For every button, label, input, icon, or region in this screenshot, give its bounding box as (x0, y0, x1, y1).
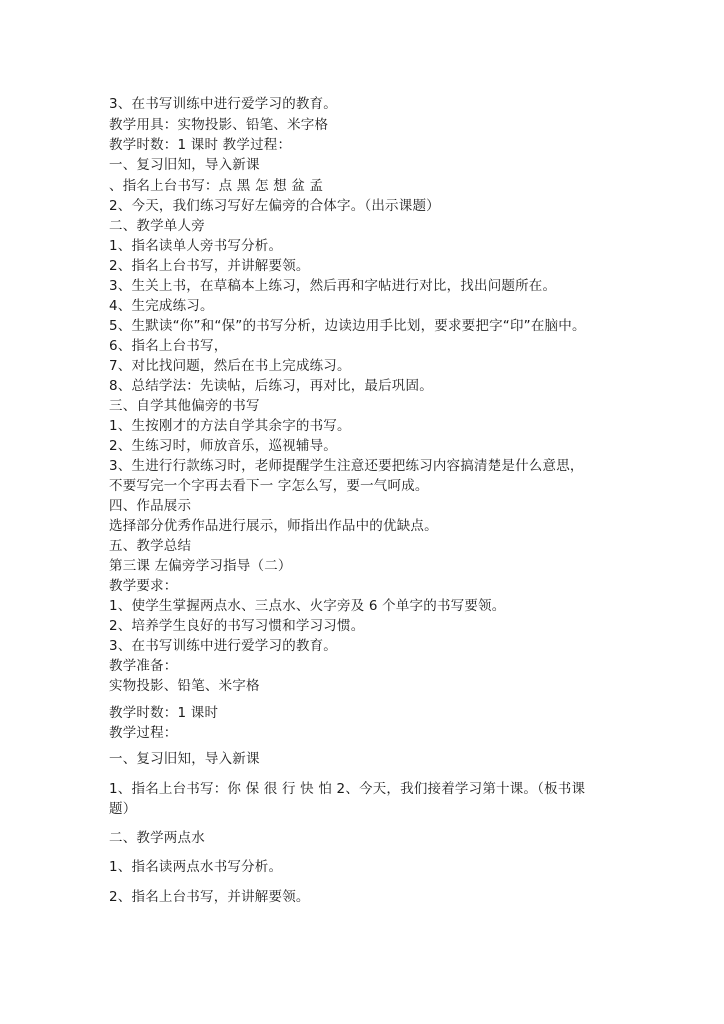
text-line: 2、生练习时，师放音乐，巡视辅导。 (109, 438, 337, 454)
text-line: 题） (109, 801, 137, 817)
section-heading: 一、复习旧知，导入新课 (109, 157, 260, 173)
text-line: 不要写完一个字再去看下一 字怎么写，要一气呵成。 (109, 478, 429, 494)
text-line: 7、对比找问题，然后在书上完成练习。 (109, 358, 351, 374)
text-line: 教学时数：1 课时 教学过程： (109, 137, 292, 153)
section-heading: 五、教学总结 (109, 538, 192, 554)
text-line: 3、生进行行款练习时，老师提醒学生注意还要把练习内容搞清楚是什么意思， (109, 458, 584, 474)
text-line: 2、培养学生良好的书写习惯和学习习惯。 (109, 618, 365, 634)
text-line: 5、生默读“你”和“保”的书写分析，边读边用手比划，要求要把字“印”在脑中。 (109, 318, 586, 334)
text-line: 教学准备： (109, 658, 178, 674)
section-heading: 二、教学两点水 (109, 830, 205, 846)
text-line: 1、生按刚才的方法自学其余字的书写。 (109, 418, 351, 434)
lesson-title: 第三课 左偏旁学习指导（二） (109, 558, 292, 574)
section-heading: 二、教学单人旁 (109, 218, 205, 234)
text-line: 、指名上台书写：点 黑 怎 想 盆 孟 (109, 178, 324, 194)
text-line: 1、指名上台书写：你 保 很 行 快 怕 2、今天，我们接着学习第十课。（板书课 (109, 781, 586, 797)
text-line: 实物投影、铅笔、米字格 (109, 678, 260, 694)
section-heading: 三、自学其他偏旁的书写 (109, 398, 260, 414)
text-line: 4、生完成练习。 (109, 298, 214, 314)
text-line: 教学时数：1 课时 (109, 705, 219, 721)
text-line: 6、指名上台书写， (109, 338, 228, 354)
section-heading: 四、作品展示 (109, 498, 192, 514)
text-line: 1、使学生掌握两点水、三点水、火字旁及 6 个单字的书写要领。 (109, 598, 506, 614)
text-line: 2、指名上台书写，并讲解要领。 (109, 258, 310, 274)
text-line: 教学过程： (109, 725, 178, 741)
text-line: 1、指名读两点水书写分析。 (109, 859, 283, 875)
text-line: 教学要求： (109, 578, 178, 594)
text-line: 2、指名上台书写，并讲解要领。 (109, 889, 310, 905)
text-line: 3、在书写训练中进行爱学习的教育。 (109, 96, 337, 112)
text-line: 1、指名读单人旁书写分析。 (109, 238, 283, 254)
text-line: 3、生关上书，在草稿本上练习，然后再和字帖进行对比，找出问题所在。 (109, 278, 557, 294)
text-line: 2、今天，我们练习写好左偏旁的合体字。（出示课题） (109, 198, 440, 214)
text-line: 选择部分优秀作品进行展示，师指出作品中的优缺点。 (109, 518, 438, 534)
section-heading: 一、复习旧知，导入新课 (109, 751, 260, 767)
text-line: 8、总结学法：先读帖，后练习，再对比，最后巩固。 (109, 378, 433, 394)
text-line: 教学用具：实物投影、铅笔、米字格 (109, 117, 329, 133)
text-line: 3、在书写训练中进行爱学习的教育。 (109, 638, 337, 654)
